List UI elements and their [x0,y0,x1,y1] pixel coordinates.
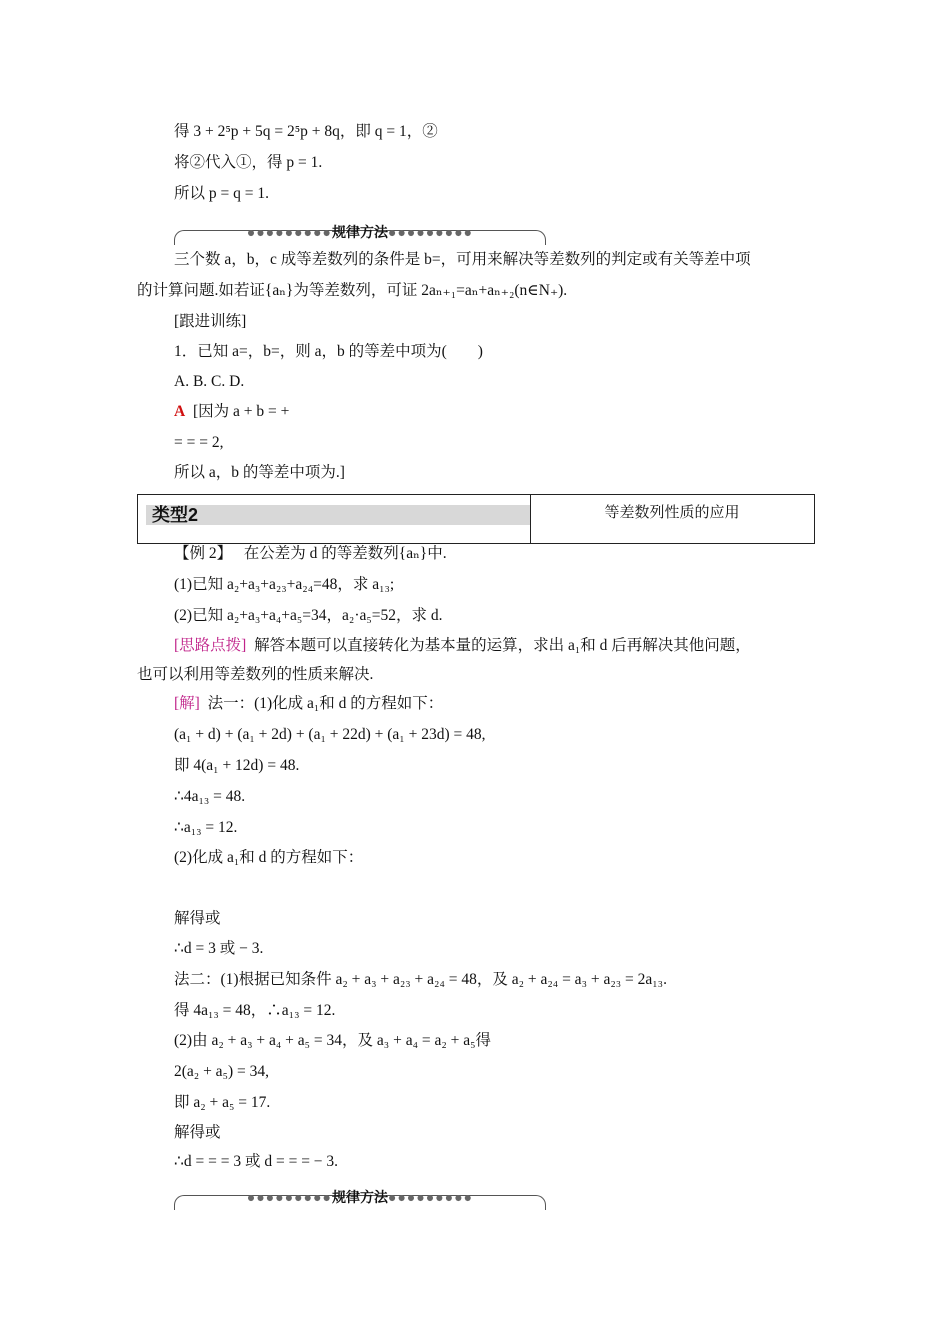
text-line: 2(a₂ + a₅) = 34, [174,1063,269,1080]
text-line: 即 4(a₁ + 12d) = 48. [174,757,300,774]
method-banner-2 [174,1187,546,1209]
text-line: ∴d = = = 3 或 d = = = − 3. [174,1153,339,1170]
text-line: 解得或 [174,910,221,927]
text-line: 即 a₂ + a₅ = 17. [174,1094,271,1111]
text-line: (a₁ + d) + (a₁ + 2d) + (a₁ + 22d) + (a₁ + 23d) = 48, [174,726,486,743]
answer-key: A [174,403,186,420]
text-line: 得 4a₁₃ = 48，∴a₁₃ = 12. [174,1002,336,1019]
type-box-left [138,495,531,543]
answer-line [174,402,289,422]
options: A. B. C. D. [174,373,245,390]
answer-text: [因为 a + b = + [192,403,290,420]
hint-line [174,636,751,656]
text-line: 所以 a，b 的等差中项为.] [174,464,345,481]
type-title: 等差数列性质的应用 [604,504,740,521]
text-line: 得 3 + 2⁵p + 5q = 2⁵p + 8q，即 q = 1，② [174,123,438,140]
text-line: (2)由 a₂ + a₃ + a₄ + a₅ = 34，及 a₃ + a₄ = a₂ + a₅得 [174,1032,492,1049]
practice-heading: [跟进训练] [174,313,247,330]
banner-title: 规律方法 [332,224,388,240]
solution-head: [解] [174,695,200,712]
text-line: (1)已知 a₂+a₃+a₂₃+a₂₄=48，求 a₁₃; [174,576,395,593]
text-line: 也可以利用等差数列的性质来解决. [137,666,374,683]
banner-title: 规律方法 [332,1189,388,1205]
solution-line [174,694,443,714]
banner-label: ●●●●●●●●●规律方法●●●●●●●●● [246,1189,474,1205]
banner-label: ●●●●●●●●●规律方法●●●●●●●●● [246,224,474,240]
question-1: 1．已知 a=，b=，则 a，b 的等差中项为( ) [174,343,483,360]
text-line: ∴a₁₃ = 12. [174,819,238,836]
text-line: 将②代入①，得 p = 1. [174,154,323,171]
solution-text: 法一：(1)化成 a₁和 d 的方程如下： [207,695,444,712]
example-head: 【例 2】 [174,545,233,562]
text-line: (2)化成 a₁和 d 的方程如下： [174,849,364,866]
example-text: 在公差为 d 的等差数列{aₙ}中. [243,545,447,562]
text-line: 的计算问题.如若证{aₙ}为等差数列，可证 2aₙ₊₁=aₙ+aₙ₊₂(n∈N₊). [137,282,568,299]
text-line: 解得或 [174,1124,221,1141]
text-line: = = = 2, [174,434,224,451]
text-line: 所以 p = q = 1. [174,185,269,202]
text-line: ∴4a₁₃ = 48. [174,788,246,805]
method-banner [174,222,546,244]
text-line: 三个数 a，b，c 成等差数列的条件是 b=，可用来解决等差数列的判定或有关等差中项 [174,251,751,268]
example-2 [174,544,447,564]
type-strip [146,505,530,525]
hint-head: [思路点拨] [174,637,247,654]
type-tag: 类型2 [152,505,199,525]
text-line: 法二：(1)根据已知条件 a₂ + a₃ + a₂₃ + a₂₄ = 48，及 a₂ + a₂₄ = a₃ + a₂₃ = 2a₁₃. [174,971,667,988]
hint-text: 解答本题可以直接转化为基本量的运算，求出 a₁和 d 后再解决其他问题， [254,637,751,654]
type-box [137,494,815,544]
text-line: ∴d = 3 或 − 3. [174,940,264,957]
text-line: (2)已知 a₂+a₃+a₄+a₅=34，a₂·a₅=52，求 d. [174,607,443,624]
